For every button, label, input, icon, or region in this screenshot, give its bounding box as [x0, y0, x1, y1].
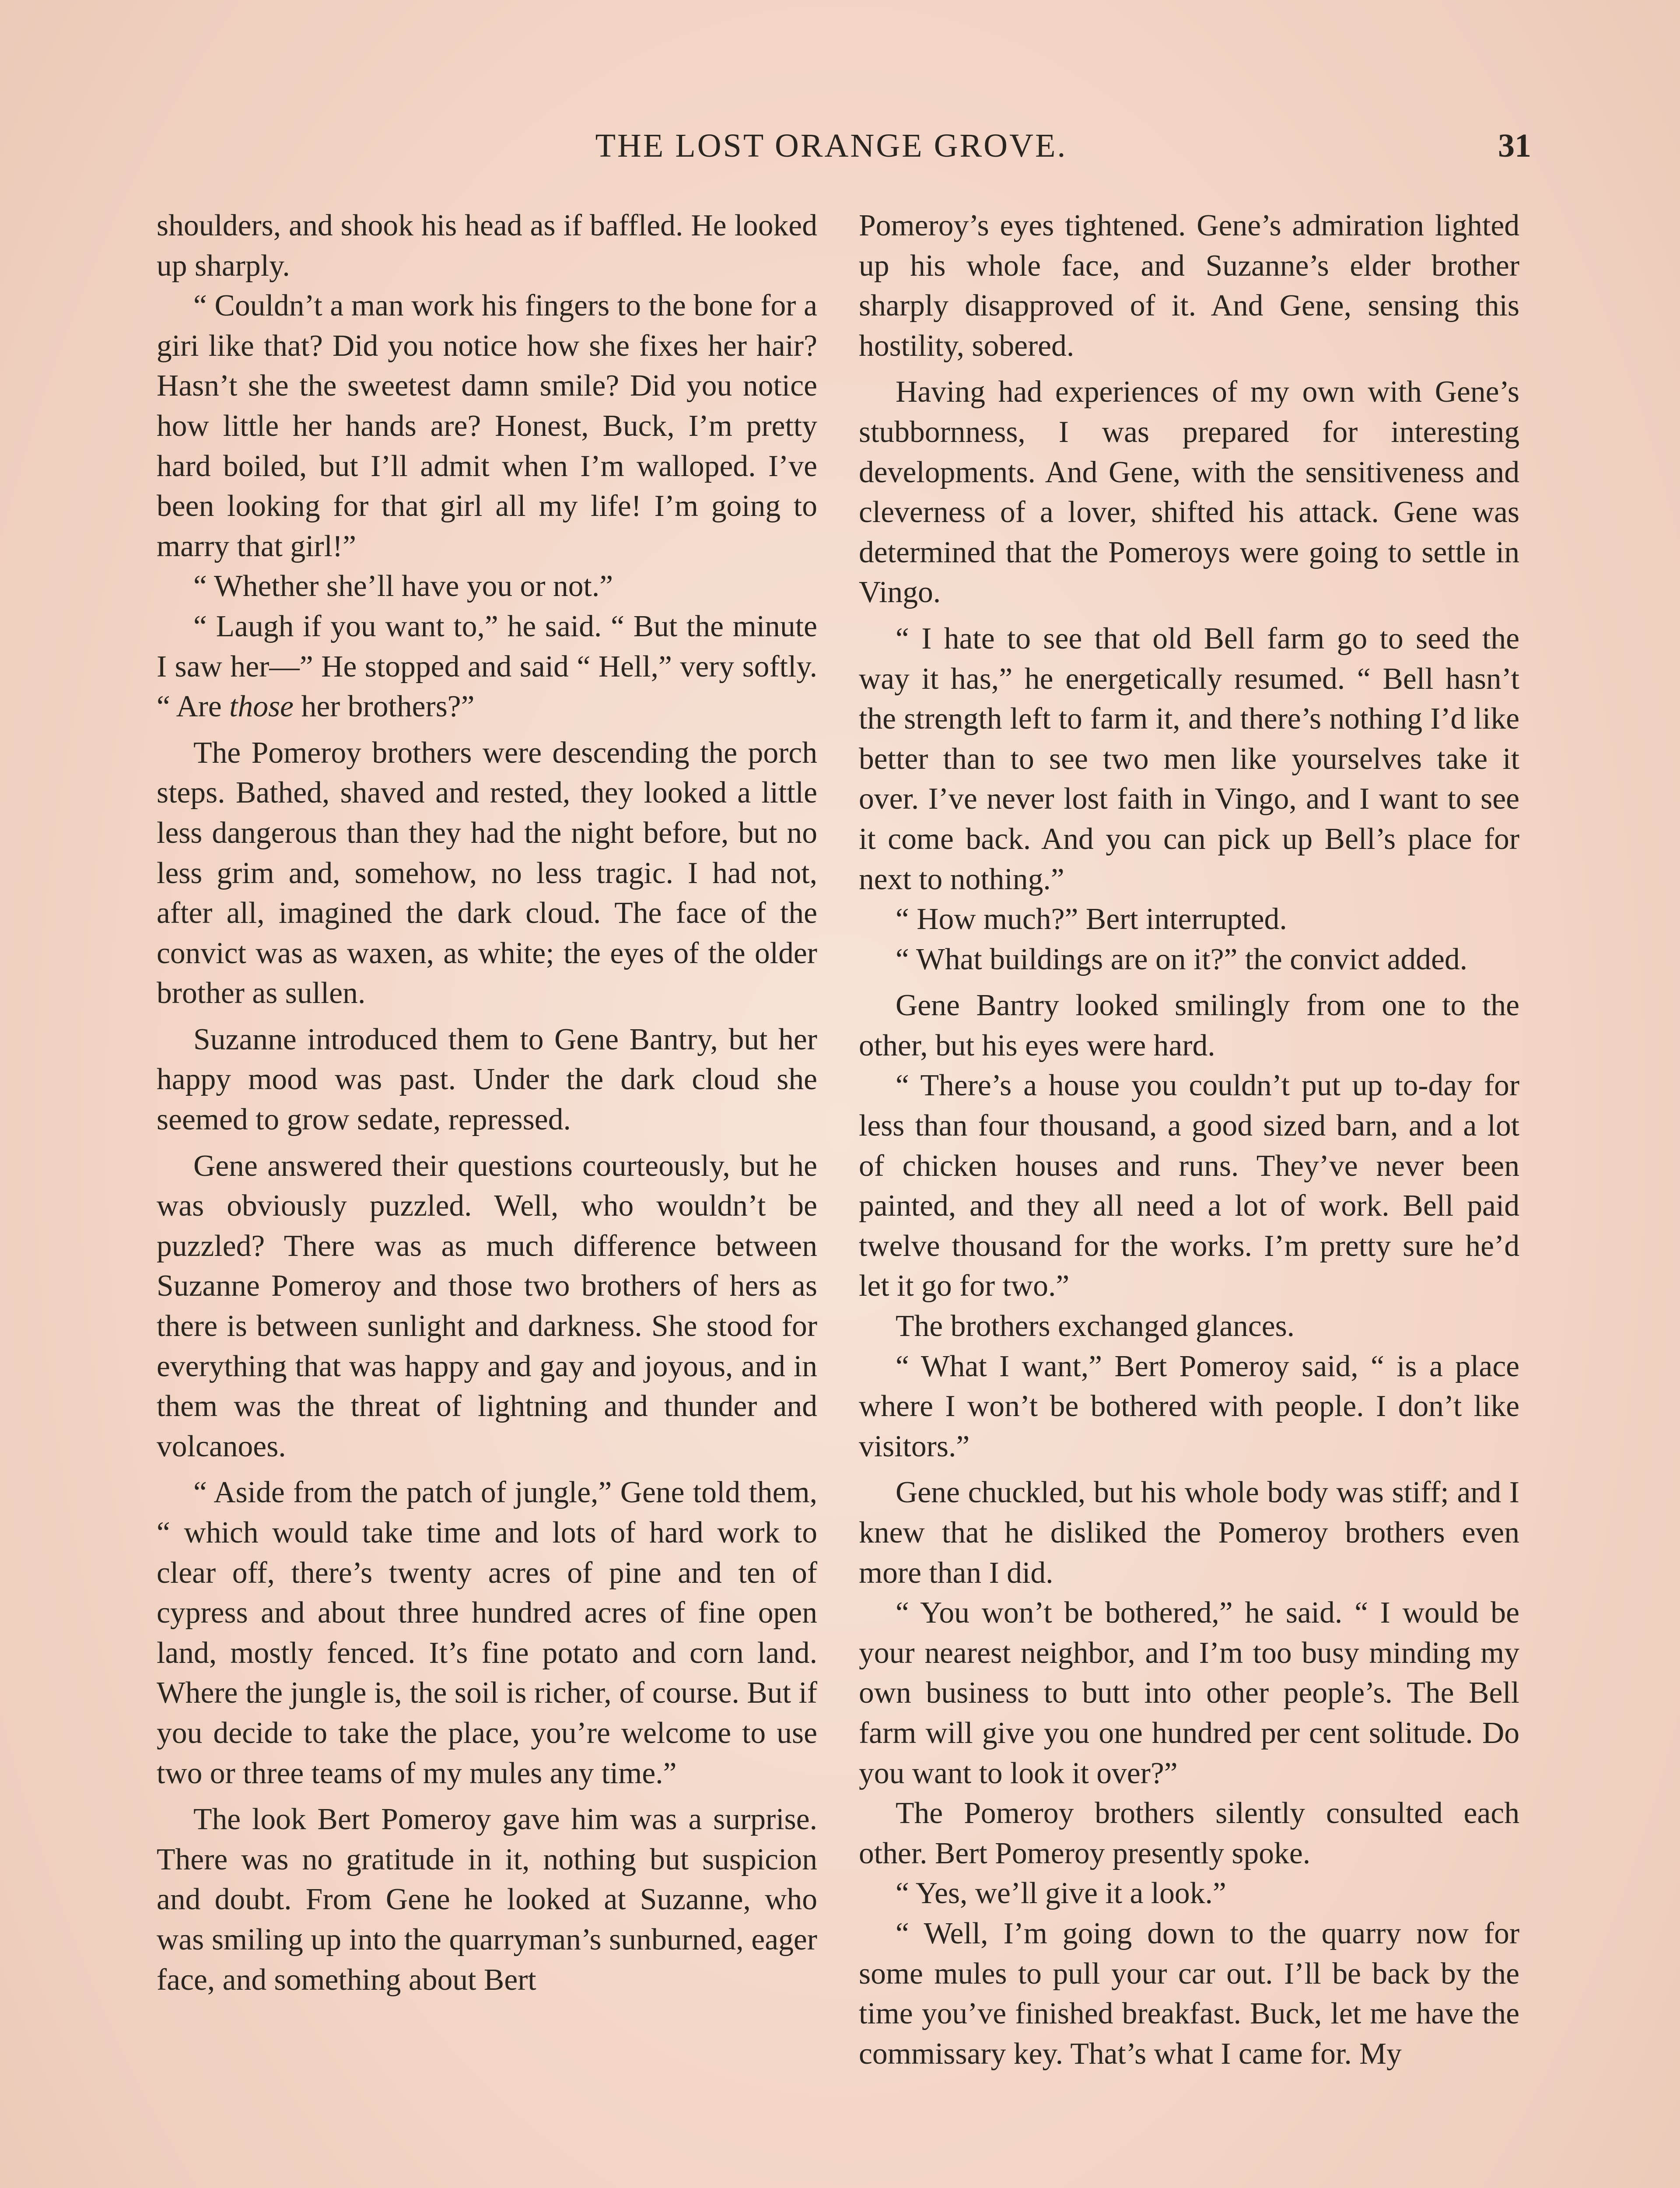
paragraph: “ There’s a house you couldn’t put up to-day for less than four thousand, a good sized barn, and a lot of chicken houses and runs. They’ve never been painted, and they all need a lot of work. Bell paid twelve thousand for the works. I’m pretty sure he’d let it go for two.” [859, 1069, 1519, 1303]
paragraph: “ You won’t be bothered,” he said. “ I would be your nearest neighbor, and I’m too busy minding my own business to butt into other people’s. The Bell farm will give you one hundred per cent solitude. Do you want to look it over?” [859, 1596, 1519, 1790]
paragraph-text: “ Laugh if you want to,” he said. “ But the minute I saw her—” He stopped and said “ Hell,” very softly. “ Are [157, 609, 817, 724]
paragraph: Pomeroy’s eyes tightened. Gene’s admiration lighted up his whole face, and Suzanne’s elder brother sharply disapproved of it. And Gene, sensing this hostility, sobered. [859, 209, 1519, 363]
paragraph: “ Yes, we’ll give it a look.” [896, 1876, 1226, 1911]
paragraph: “ Aside from the patch of jungle,” Gene told them, “ which would take time and lots of hard work to clear off, there’s twenty acres of pine and ten of cypress and about three hundred acres of fine open land, mostly fenced. It’s fine potato and corn land. Where the jungle is, the soil is richer, of course. But if you decide to take the place, you’re welcome to use two or three teams of my mules any time.” [157, 1476, 817, 1790]
page-number: 31 [1498, 127, 1531, 164]
right-column [859, 206, 1519, 2074]
paragraph: The Pomeroy brothers were descending the porch steps. Bathed, shaved and rested, they looked a little less dangerous than they had the night before, but no less grim and, somehow, no less tragic. I had not, after all, imagined the dark cloud. The face of the convict was as waxen, as white; the eyes of the older brother as sullen. [157, 736, 817, 1010]
italic-word: those [229, 690, 294, 724]
paragraph: “ Well, I’m going down to the quarry now for some mules to pull your car out. I’ll be back by the time you’ve finished breakfast. Buck, let me have the commissary key. That’s what I came for. My [859, 1916, 1519, 2071]
paragraph: shoulders, and shook his head as if baffled. He looked up sharply. [157, 209, 817, 283]
paragraph: Having had experiences of my own with Gene’s stubbornness, I was prepared for interesting developments. And Gene, with the sensitiveness and cleverness of a lover, shifted his attack. Gene was determined that the Pomeroys were going to settle in Vingo. [859, 375, 1519, 610]
paragraph: “ What I want,” Bert Pomeroy said, “ is a place where I won’t be bothered with people. I don’t like visitors.” [859, 1349, 1519, 1463]
paragraph: Suzanne introduced them to Gene Bantry, but her happy mood was past. Under the dark cloud she seemed to grow sedate, repressed. [157, 1022, 817, 1137]
paragraph: Gene Bantry looked smilingly from one to the other, but his eyes were hard. [859, 989, 1519, 1062]
paragraph: Gene answered their questions courteously, but he was obviously puzzled. Well, who wouldn’t be puzzled? There was as much difference between Suzanne Pomeroy and those two brothers of hers as there is between sunlight and darkness. She stood for everything that was happy and gay and joyous, and in them was the threat of lightning and thunder and volcanoes. [157, 1149, 817, 1463]
paragraph: “ How much?” Bert interrupted. [896, 902, 1287, 936]
paragraph-text: her brothers?” [294, 690, 475, 724]
paragraph: “ I hate to see that old Bell farm go to seed the way it has,” he energetically resumed. “ Bell hasn’t the strength left to farm it, and there’s nothing I’d like better than to see two men like yourselves take it over. I’ve never lost faith in Vingo, and I want to see it come back. And you can pick up Bell’s place for next to nothing.” [859, 621, 1519, 896]
paragraph: The look Bert Pomeroy gave him was a surprise. There was no gratitude in it, nothing but suspicion and doubt. From Gene he looked at Suzanne, who was smiling up into the quarryman’s sunburned, eager face, and something about Bert [157, 1802, 817, 1997]
running-title: THE LOST ORANGE GROVE. [595, 127, 1068, 164]
paragraph: Gene chuckled, but his whole body was stiff; and I knew that he disliked the Pomeroy brothers even more than I did. [859, 1476, 1519, 1590]
paragraph: “ Couldn’t a man work his fingers to the bone for a giri like that? Did you notice how she fixes her hair? Hasn’t she the sweetest damn smile? Did you notice how little her hands are? Honest, Buck, I’m pretty hard boiled, but I’ll admit when I’m walloped. I’ve been looking for that girl all my life! I’m going to marry that girl!” [157, 289, 817, 563]
paragraph: “ What buildings are on it?” the convict added. [896, 942, 1468, 976]
left-column [157, 206, 817, 2000]
paragraph [157, 607, 817, 727]
paragraph: “ Whether she’ll have you or not.” [193, 569, 613, 603]
paragraph: The Pomeroy brothers silently consulted each other. Bert Pomeroy presently spoke. [859, 1796, 1519, 1870]
page-header [131, 127, 1531, 179]
paragraph: The brothers exchanged glances. [896, 1309, 1295, 1343]
